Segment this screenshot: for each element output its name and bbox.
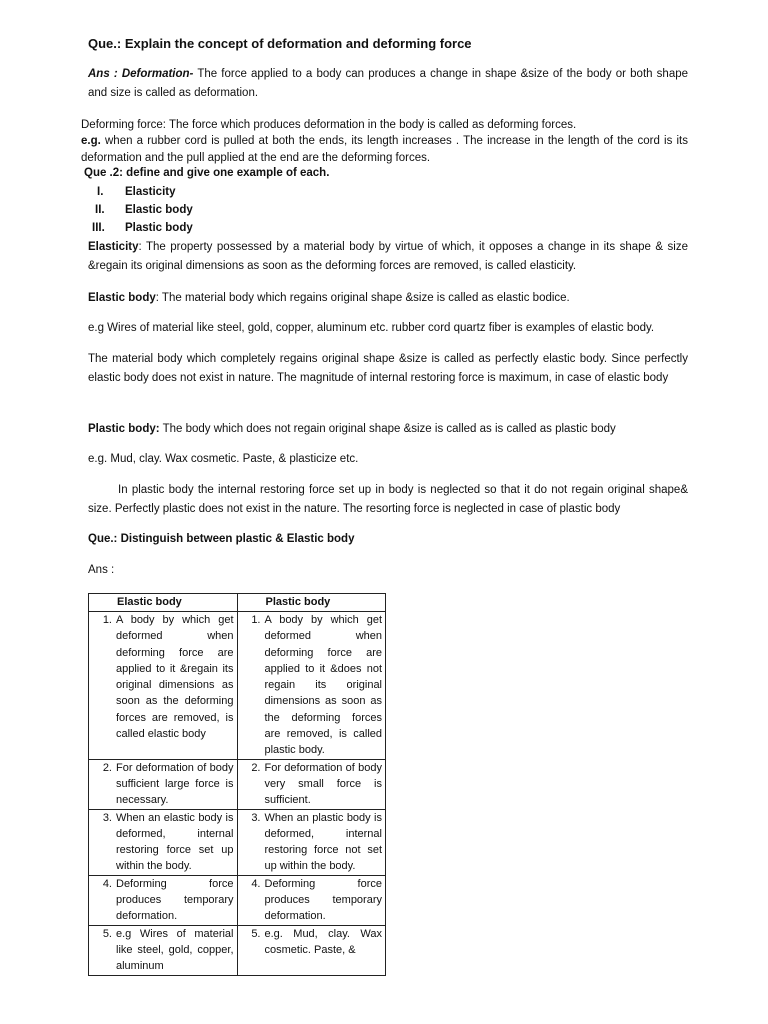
elastic-body-label: Elastic body	[88, 292, 156, 304]
elasticity-definition	[88, 238, 688, 276]
item-number: 5.	[251, 927, 261, 940]
item-number: 5.	[102, 927, 112, 940]
item-text: A body by which get deformed when deforming force are applied to it &regain its original dimensions as soon as the deforming forces are removed, is called elastic body	[116, 614, 234, 741]
item-number: 1.	[102, 614, 112, 626]
plastic-cell	[237, 875, 386, 925]
plastic-body-example: e.g. Mud, clay. Wax cosmetic. Paste, & plasticize etc.	[88, 453, 359, 465]
table-header-plastic: Plastic body	[237, 594, 386, 612]
elastic-cell	[89, 612, 238, 760]
q2-item-3	[92, 219, 193, 237]
q2-item-1-num: I.	[97, 186, 104, 198]
plastic-body-text: The body which does not regain original shape &size is called as is called as plastic body	[159, 423, 616, 435]
table-row	[89, 925, 386, 975]
answer-1-text: The force applied to a body can produces a change in shape &size of the body or both shape and size is called as deformation.	[88, 68, 689, 99]
item-number: 3.	[102, 811, 112, 824]
question-3-title: Que.: Distinguish between plastic & Elastic body	[88, 533, 355, 545]
item-text: A body by which get deformed when deforming force are applied to it &does not regain its original dimensions as soon as the deforming forces are removed, is called plastic body.	[264, 614, 382, 757]
table-row	[89, 612, 386, 760]
plastic-body-label: Plastic body:	[88, 423, 160, 435]
example-label: e.g.	[81, 135, 101, 147]
item-text: For deformation of body very small force is sufficient.	[264, 761, 382, 807]
item-text: e.g Wires of material like steel, gold, copper, aluminum	[116, 927, 234, 973]
elastic-cell	[89, 875, 238, 925]
item-text: For deformation of body sufficient large force is necessary.	[116, 761, 234, 807]
comparison-table	[88, 593, 386, 976]
plastic-cell	[237, 809, 386, 875]
elastic-cell	[89, 925, 238, 975]
table-header-elastic: Elastic body	[89, 594, 238, 612]
table-row	[89, 875, 386, 925]
item-number: 3.	[251, 811, 261, 824]
elastic-body-text: : The material body which regains original shape &size is called as elastic bodice.	[155, 292, 570, 304]
question-2-title: Que .2: define and give one example of each.	[84, 167, 330, 179]
example-text: when a rubber cord is pulled at both the ends, its length increases . The increase in the length of the cord is its deformation and the pull applied at the end are the deforming forces.	[81, 135, 688, 164]
q2-item-2-num: II.	[95, 204, 105, 216]
answer-3-label: Ans :	[88, 564, 115, 576]
q2-item-2-label: Elastic body	[125, 204, 193, 216]
q2-item-2	[95, 201, 193, 219]
q2-item-3-label: Plastic body	[125, 222, 193, 234]
table-row	[89, 809, 386, 875]
item-text: Deforming force produces temporary deformation.	[264, 877, 382, 923]
table-row	[89, 759, 386, 809]
item-number: 2.	[251, 761, 261, 774]
question-1-title: Que.: Explain the concept of deformation and deforming force	[88, 36, 472, 51]
item-text: e.g. Mud, clay. Wax cosmetic. Paste, &	[264, 927, 382, 956]
item-number: 4.	[102, 877, 112, 890]
q2-item-3-num: III.	[92, 222, 105, 234]
elasticity-label: Elasticity	[88, 241, 139, 253]
item-text: When an plastic body is deformed, internal restoring force not set up within the body.	[264, 811, 382, 873]
item-text: When an elastic body is deformed, internal restoring force set up within the body.	[116, 811, 234, 873]
elastic-body-definition	[88, 289, 570, 308]
item-number: 2.	[102, 761, 112, 774]
plastic-cell	[237, 759, 386, 809]
answer-1-label: Ans : Deformation-	[88, 68, 194, 80]
plastic-cell	[237, 925, 386, 975]
q2-item-1-label: Elasticity	[125, 186, 176, 198]
item-number: 4.	[251, 877, 261, 890]
perfectly-elastic-paragraph: The material body which completely regains original shape &size is called as perfectly elastic body. Since perfectly elastic body does not exist in nature. The magnitude of internal restoring force is maximum, in case of elastic body	[88, 353, 688, 384]
plastic-body-paragraph: In plastic body the internal restoring force set up in body is neglected so that it do not regain original shape& size. Perfectly plastic does not exist in the nature. The resorting force is neglected in case of plastic body	[88, 484, 688, 515]
item-number: 1.	[251, 614, 261, 626]
plastic-body-definition	[88, 420, 616, 439]
elasticity-text: : The property possessed by a material body by virtue of which, it opposes a change in its shape & size &regain its original dimensions as soon as the deforming forces are removed, is called elasticity.	[88, 241, 688, 272]
plastic-cell	[237, 612, 386, 760]
table-header-row	[89, 594, 386, 612]
elastic-cell	[89, 809, 238, 875]
elastic-body-example: e.g Wires of material like steel, gold, copper, aluminum etc. rubber cord quartz fiber is examples of elastic body.	[88, 322, 655, 334]
q2-item-1	[97, 183, 176, 201]
deforming-force-definition: Deforming force: The force which produces deformation in the body is called as deforming forces.	[81, 119, 577, 131]
item-text: Deforming force produces temporary deformation.	[116, 877, 234, 923]
deforming-force-example	[81, 133, 688, 166]
answer-1-paragraph	[88, 65, 688, 103]
elastic-cell	[89, 759, 238, 809]
